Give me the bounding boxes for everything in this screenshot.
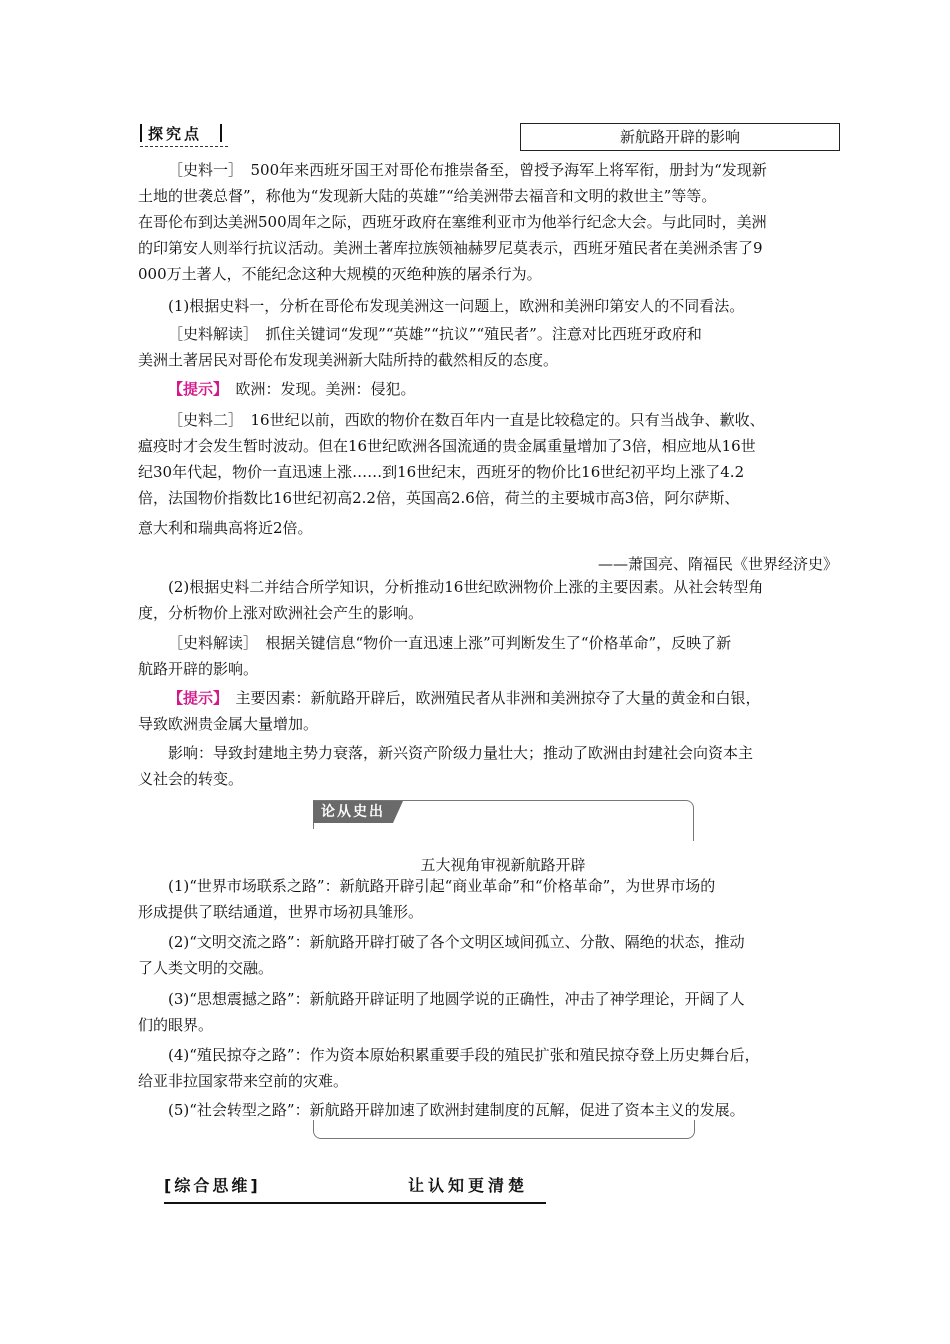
discussion-item: (5)“社会转型之路”：新航路开辟加速了欧洲封建制度的瓦解，促进了资本主义的发展。 [168, 1101, 745, 1119]
analysis-2-line: 航路开辟的影响。 [138, 660, 259, 678]
analysis-1-line: 美洲土著居民对哥伦布发现美洲新大陆所持的截然相反的态度。 [138, 351, 559, 369]
discussion-item-cont: 们的眼界。 [138, 1016, 214, 1034]
discussion-item: (1)“世界市场联系之路”：新航路开辟引起“商业革命”和“价格革命”，为世界市场的 [168, 877, 716, 895]
hint-2-line: 导致欧洲贵金属大量增加。 [138, 715, 319, 733]
section-title: 新航路开辟的影响 [520, 123, 840, 151]
discussion-item-cont: 给亚非拉国家带来空前的灾难。 [138, 1072, 349, 1090]
discussion-title: 五大视角审视新航路开辟 [420, 856, 586, 874]
summary-subtitle: 让认知更清楚 [408, 1176, 529, 1195]
impact-line: 义社会的转变。 [138, 770, 244, 788]
material2-line: 纪30年代起，物价一直迅速上涨……到16世纪末，西班牙的物价比16世纪初平均上涨了4.2 [138, 463, 745, 481]
analysis-1-line: ［史料解读］ 抓住关键词“发现”“英雄”“抗议”“殖民者”。注意对比西班牙政府和 [168, 325, 702, 343]
citation: ——萧国亮、隋福民《世界经济史》 [597, 555, 838, 573]
impact-line: 影响：导致封建地主势力衰落，新兴资产阶级力量壮大；推动了欧洲由封建社会向资本主 [168, 744, 754, 762]
section-label: 探究点 [140, 123, 226, 145]
discussion-item-cont: 了人类文明的交融。 [138, 959, 274, 977]
material1-line: 的印第安人则举行抗议活动。美洲土著库拉族领袖赫罗尼莫表示，西班牙殖民者在美洲杀害了9 [138, 239, 763, 257]
discussion-item: (2)“文明交流之路”：新航路开辟打破了各个文明区域间孤立、分散、隔绝的状态，推动 [168, 933, 745, 951]
discussion-item-cont: 形成提供了联结通道，世界市场初具雏形。 [138, 903, 424, 921]
hint-text: 主要因素：新航路开辟后，欧洲殖民者从非洲和美洲掠夺了大量的黄金和白银， [220, 689, 761, 707]
question-1: (1)根据史料一，分析在哥伦布发现美洲这一问题上，欧洲和美洲印第安人的不同看法。 [168, 297, 745, 315]
material1-line: ［史料一］ 500年来西班牙国王对哥伦布推崇备至，曾授予海军上将军衔，册封为“发现新 [168, 161, 767, 179]
material2-line: 瘟疫时才会发生暂时波动。但在16世纪欧洲各国流通的贵金属重量增加了3倍，相应地从16世 [138, 437, 756, 455]
material2-line: 倍，法国物价指数比16世纪初高2.2倍，英国高2.6倍，荷兰的主要城市高3倍，阿尔萨斯、 [138, 489, 740, 507]
material1-line: 在哥伦布到达美洲500周年之际，西班牙政府在塞维利亚市为他举行纪念大会。与此同时，美洲 [138, 213, 767, 231]
hint-tag: 【提示】 [168, 380, 221, 398]
hint-text: 欧洲：发现。美洲：侵犯。 [220, 380, 416, 398]
hint-1 [168, 376, 838, 402]
discussion-label: 论从史出 [313, 801, 393, 823]
discussion-frame-bottom [313, 1120, 695, 1139]
discussion-item: (4)“殖民掠夺之路”：作为资本原始积累重要手段的殖民扩张和殖民掠夺登上历史舞台后， [168, 1046, 760, 1064]
hint-tag: 【提示】 [168, 689, 221, 707]
question-2-line: 度，分析物价上涨对欧洲社会产生的影响。 [138, 604, 424, 622]
question-2-line: (2)根据史料二并结合所学知识，分析推动16世纪欧洲物价上涨的主要因素。从社会转型角 [168, 578, 764, 596]
summary-label: [综合思维] [164, 1176, 261, 1195]
hint-2 [168, 685, 838, 711]
section-label-underline [140, 146, 228, 147]
material2-line: 意大利和瑞典高将近2倍。 [138, 519, 313, 537]
material1-line: 土地的世袭总督”，称他为“发现新大陆的英雄”“给美洲带去福音和文明的救世主”等等。 [138, 187, 717, 205]
material2-line: ［史料二］ 16世纪以前，西欧的物价在数百年内一直是比较稳定的。只有当战争、歉收、 [168, 411, 765, 429]
analysis-2-line: ［史料解读］ 根据关键信息“物价一直迅速上涨”可判断发生了“价格革命”，反映了新 [168, 634, 732, 652]
discussion-frame-edge [313, 823, 314, 829]
material1-line: 000万土著人，不能纪念这种大规模的灭绝种族的屠杀行为。 [138, 265, 542, 283]
discussion-item: (3)“思想震撼之路”：新航路开辟证明了地圆学说的正确性，冲击了神学理论，开阔了人 [168, 990, 745, 1008]
